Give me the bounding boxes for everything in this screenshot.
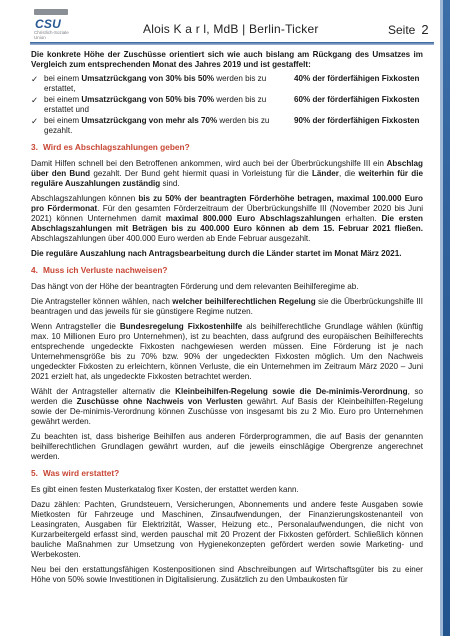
- section-heading-5: [31, 468, 423, 478]
- text-run: erhalten.: [340, 214, 382, 223]
- logo-bar: [34, 9, 68, 15]
- list-item: [31, 74, 423, 94]
- text-run-bold: welcher beihilferechtlichen Regelung: [172, 297, 316, 306]
- header-divider: [30, 42, 434, 45]
- section-number: 4.: [31, 265, 38, 275]
- text-run-bold: Die ersten Abschlagszahlungen mit Beträgen bis zu 400.000 Euro können ab dem 15. Februar 2021 fließen.: [31, 214, 424, 233]
- list-item-bold: Umsatzrückgang von 30% bis 50%: [81, 74, 215, 83]
- side-accent-shade: [440, 0, 443, 636]
- list-item-result: 60% der förderfähigen Fixkosten: [294, 95, 420, 104]
- side-accent-bar: [440, 0, 450, 636]
- check-icon: ✓: [31, 116, 39, 126]
- paragraph: [31, 297, 423, 317]
- list-item-bold: Umsatzrückgang von mehr als 70%: [81, 116, 218, 125]
- page-indicator: [388, 22, 429, 37]
- text-run: Abschlagszahlungen über 400.000 Euro werden ab Ende Februar ausgezahlt.: [31, 234, 311, 243]
- check-icon: ✓: [31, 95, 39, 105]
- list-item-post: werden bis zu erstattet und: [44, 95, 267, 114]
- list-item-result: 40% der förderfähigen Fixkosten: [294, 74, 420, 83]
- paragraph: Das hängt von der Höhe der beantragten Förderung und dem relevanten Beihilferegime ab.: [31, 282, 359, 291]
- list-item-condition: [44, 116, 294, 136]
- text-run-bold: Kleinbeihilfen-Regelung sowie die De-minimis-Verordnung: [175, 387, 408, 396]
- paragraph: Es gibt einen festen Musterkatalog fixer Kosten, der erstattet werden kann.: [31, 485, 299, 494]
- list-item-post: werden bis zu gezahlt.: [44, 116, 270, 135]
- page-label: Seite: [388, 23, 416, 37]
- check-icon: ✓: [31, 74, 39, 84]
- text-run-bold: weiterhin für die reguläre Auszahlungen zuständig: [31, 169, 423, 188]
- page-header: [0, 0, 440, 50]
- text-run: Damit Hilfen schnell bei den Betroffenen ankommen, wird auch bei der Überbrückungshilfe III ein: [31, 159, 387, 168]
- text-run: Abschlagszahlungen können: [31, 194, 139, 203]
- section-number: 5.: [31, 468, 38, 478]
- list-item-pre: bei einem: [44, 74, 82, 83]
- page-number: 2: [421, 22, 429, 37]
- paragraph: Zu beachten ist, dass bisherige Beihilfen aus anderen Förderprogrammen, die auf Basis der genannten beihilferechtlichen Grundlagen gewährt wurden, auf die jeweils einschlägige Obergrenze angerechnet werden.: [31, 432, 423, 461]
- list-item-post: werden bis zu erstattet,: [44, 74, 267, 93]
- section-heading-4: [31, 265, 423, 275]
- csu-logo: [34, 9, 76, 40]
- section-heading-3: [31, 142, 423, 152]
- text-run: Wählt der Antragsteller alternativ die: [31, 387, 176, 396]
- section-title: Wird es Abschlagszahlungen geben?: [43, 142, 190, 152]
- paragraph: Die reguläre Auszahlung nach Antragsbearbeitung durch die Länder startet im Monat März 2021.: [31, 249, 402, 258]
- section-title: Was wird erstattet?: [43, 468, 120, 478]
- paragraph: Dazu zählen: Pachten, Grundsteuern, Versicherungen, Abonnements und andere feste Ausgaben sowie Mietkosten für Fahrzeuge und Maschinen, Zinsaufwendungen, der Finanzierungskostenanteil von Leasingraten, Ausgaben für Elektrizität, Wasser, Heizung etc., Personalaufwendungen, die nicht von Kurzarbeitergeld erfasst sind, werden pauschal mit 20 Prozent der Fixkosten gefördert. Schließlich können bauliche Maßnahmen zur Umsetzung von Hygienekonzepten gefördert werden sowie Marketing- und Werbekosten.: [31, 500, 423, 559]
- text-run: Die Antragsteller können wählen, nach: [31, 297, 173, 306]
- section-number: 3.: [31, 142, 38, 152]
- text-run: gewährt. Auf Basis der Kleinbeihilfen-Regelung sowie der De-minimis-Verordnung können Zuschüsse von insgesamt bis zu 2 Mio. Euro pro Unternehmen gewährt werden.: [31, 397, 423, 426]
- text-run: als beihilferechtliche Grundlage wählen (künftig max. 10 Millionen Euro pro Unternehmen), ist zu beachten, dass aufgrund des europäischen Beihilferechts entsprechende ungedeckte Fixkosten nachgewiesen werden müssen. Eine Förderung ist je nach Unternehmensgröße bis zu 70% bzw. 90% der ungedeckten Fixkosten möglich. Um den Nachweis ungedeckter Fixkosten zu erleichtern, können Verluste, die ein Unternehmen im Zeitraum März 2020 – Juni 2021 erzielt hat, als ungedeckte Fixkosten betrachtet werden.: [31, 322, 423, 381]
- list-item-condition: [44, 74, 294, 94]
- intro-paragraph: Die konkrete Höhe der Zuschüsse orientiert sich wie auch bislang am Rückgang des Umsatzes im Vergleich zum entsprechenden Monat des Jahres 2019 und ist gestaffelt:: [31, 50, 423, 69]
- paragraph: [31, 159, 423, 189]
- paragraph: [31, 322, 423, 382]
- paragraph: Neu bei den erstattungsfähigen Kostenpositionen sind Abschreibungen auf Wirtschaftsgüter bis zu einer Höhe von 50% sowie Investitionen in Digitalisierung. Zusätzlich zu den Umbaukosten für: [31, 565, 423, 584]
- text-run-bold: bis zu 50% der beantragten Förderhöhe betragen, maximal 100.000 Euro pro Fördermonat: [31, 194, 424, 213]
- list-item-pre: bei einem: [44, 116, 82, 125]
- text-run-bold: Zuschüsse ohne Nachweis von Verlusten: [76, 397, 243, 406]
- header-title: Alois K a r l, MdB | Berlin-Ticker: [143, 22, 319, 36]
- section-title: Muss ich Verluste nachweisen?: [43, 265, 168, 275]
- list-item-result: 90% der förderfähigen Fixkosten: [294, 116, 420, 125]
- text-run-bold: maximal 800.000 Euro Abschlagszahlungen: [165, 214, 341, 223]
- list-item-condition: [44, 95, 294, 115]
- list-item-pre: bei einem: [44, 95, 82, 104]
- list-item: [31, 116, 423, 136]
- staffelung-list: [31, 74, 423, 136]
- paragraph: [31, 194, 423, 244]
- text-run: gezahlt. Der Bund geht hiermit quasi in Vorleistung für die: [90, 169, 312, 178]
- text-run-bold: Abschlag über den Bund: [31, 159, 423, 178]
- text-run: . Für den gesamten Förderzeitraum der Überbrückungshilfe III (November 2020 bis Juni 2021) können Unternehmen damit: [31, 204, 423, 223]
- logo-subtitle: Christlich-Soziale Union: [34, 30, 69, 40]
- text-run-bold: Länder: [311, 169, 339, 178]
- text-run: Wenn Antragsteller die: [31, 322, 120, 331]
- main-content: [31, 50, 423, 585]
- text-run-bold: Bundesregelung Fixkostenhilfe: [119, 322, 243, 331]
- list-item-bold: Umsatzrückgang von 50% bis 70%: [81, 95, 215, 104]
- text-run: sind.: [160, 179, 180, 188]
- text-run: , die: [338, 169, 359, 178]
- logo-text: CSU: [35, 17, 61, 31]
- text-run: , so werden die: [31, 387, 423, 406]
- text-run: sie die Überbrückungshilfe III beantragen und das jeweils für sie günstigere Regime nutzen.: [31, 297, 424, 316]
- paragraph: [31, 387, 423, 427]
- list-item: [31, 95, 423, 115]
